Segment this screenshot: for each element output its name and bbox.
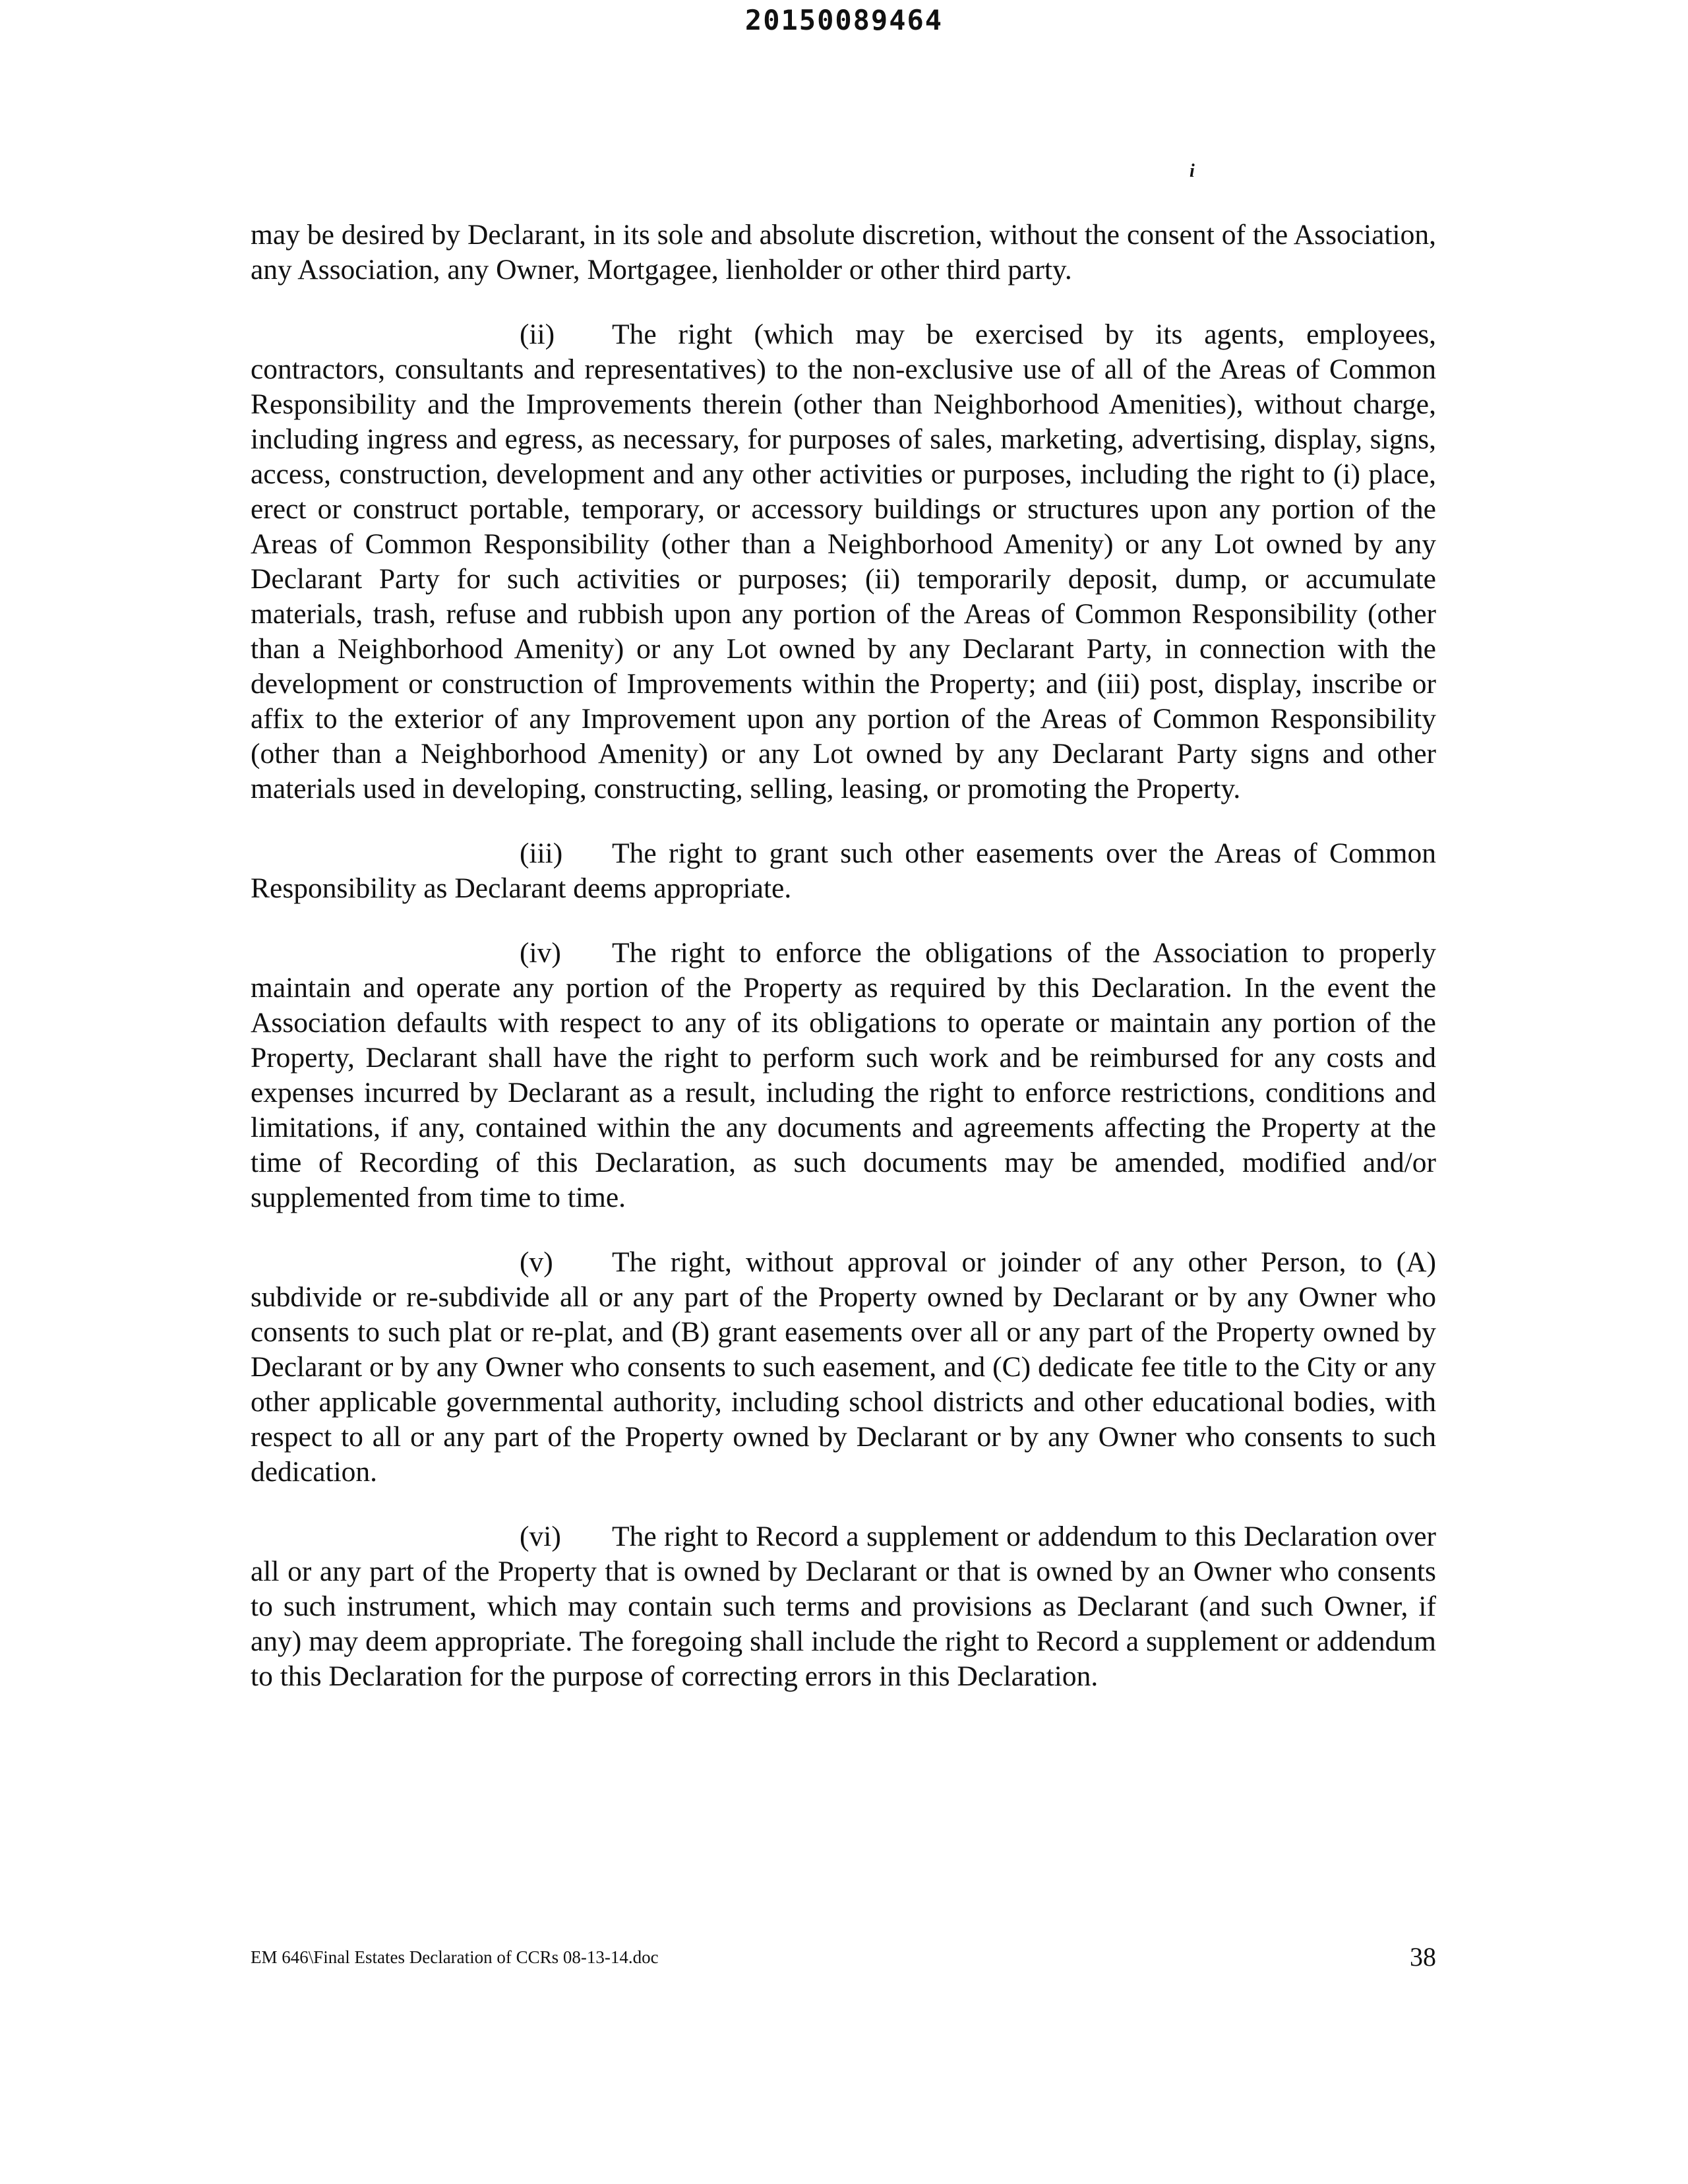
paragraph-text: The right (which may be exercised by its agents, employees, contractors, consultants and representatives) to the non-exclusive use of all of the Areas of Common Responsibility and the Improvements therein (other than Neighborhood Amenities), without charge, including ingress and egress, as necessary, for purposes of sales, marketing, advertising, display, signs, access, construction, development and any other activities or purposes, including the right to (i) place, erect or construct portable, temporary, or accessory buildings or structures upon any portion of the Areas of Common Responsibility (other than a Neighborhood Amenity) or any Lot owned by any Declarant Party for such activities or purposes; (ii) temporarily deposit, dump, or accumulate materials, trash, refuse and rubbish upon any portion of the Areas of Common Responsibility (other than a Neighborhood Amenity) or any Lot owned by any Declarant Party, in connection with the development or construction of Improvements within the Property; and (iii) post, display, inscribe or affix to the exterior of any Improvement upon any portion of the Areas of Common Responsibility (other than a Neighborhood Amenity) or any Lot owned by any Declarant Party signs and other materials used in developing, constructing, selling, leasing, or promoting the Property. bbox=[251, 318, 1436, 804]
footer-file-name: EM 646\Final Estates Declaration of CCRs 08-13-14.doc bbox=[251, 1947, 659, 1967]
paragraph-item-iv bbox=[251, 936, 1436, 1215]
paragraph-item-ii bbox=[251, 317, 1436, 806]
scan-mark: i bbox=[1190, 161, 1195, 181]
item-number: (ii) bbox=[520, 318, 555, 350]
page-number: 38 bbox=[1410, 1942, 1436, 1972]
document-number: 20150089464 bbox=[744, 4, 944, 36]
paragraph-text: The right to Record a supplement or addendum to this Declaration over all or any part of the Property that is owned by Declarant or that is owned by an Owner who consents to such instrument, which may contain such terms and provisions as Declarant (and such Owner, if any) may deem appropriate. The foregoing shall include the right to Record a supplement or addendum to this Declaration for the purpose of correcting errors in this Declaration. bbox=[251, 1521, 1436, 1692]
item-number: (v) bbox=[520, 1246, 553, 1278]
paragraph-text: The right to enforce the obligations of the Association to properly maintain and operate any portion of the Property as required by this Declaration. In the event the Association defaults with respect to any of its obligations to operate or maintain any portion of the Property, Declarant shall have the right to perform such work and be reimbursed for any costs and expenses incurred by Declarant as a result, including the right to enforce restrictions, conditions and limitations, if any, contained within the any documents and agreements affecting the Property at the time of Recording of this Declaration, as such documents may be amended, modified and/or supplemented from time to time. bbox=[251, 937, 1436, 1213]
paragraph-text: The right, without approval or joinder of any other Person, to (A) subdivide or re-subdivide all or any part of the Property owned by Declarant or by any Owner who consents to such plat or re-plat, and (B) grant easements over all or any part of the Property owned by Declarant or by any Owner who consents to such easement, and (C) dedicate fee title to the City or any other applicable governmental authority, including school districts and other educational bodies, with respect to all or any part of the Property owned by Declarant or by any Owner who consents to such dedication. bbox=[251, 1246, 1436, 1488]
paragraph-item-iii bbox=[251, 836, 1436, 906]
item-number: (iv) bbox=[520, 937, 561, 969]
item-number: (vi) bbox=[520, 1521, 561, 1552]
paragraph-item-vi bbox=[251, 1519, 1436, 1694]
paragraph-item-v bbox=[251, 1245, 1436, 1490]
paragraph-text: may be desired by Declarant, in its sole and absolute discretion, without the consent of the Association, any Association, any Owner, Mortgagee, lienholder or other third party. bbox=[251, 219, 1436, 286]
paragraph-text: The right to grant such other easements over the Areas of Common Responsibility as Declarant deems appropriate. bbox=[251, 837, 1436, 904]
document-body bbox=[251, 218, 1436, 1724]
item-number: (iii) bbox=[520, 837, 563, 869]
paragraph-continuation bbox=[251, 218, 1436, 288]
